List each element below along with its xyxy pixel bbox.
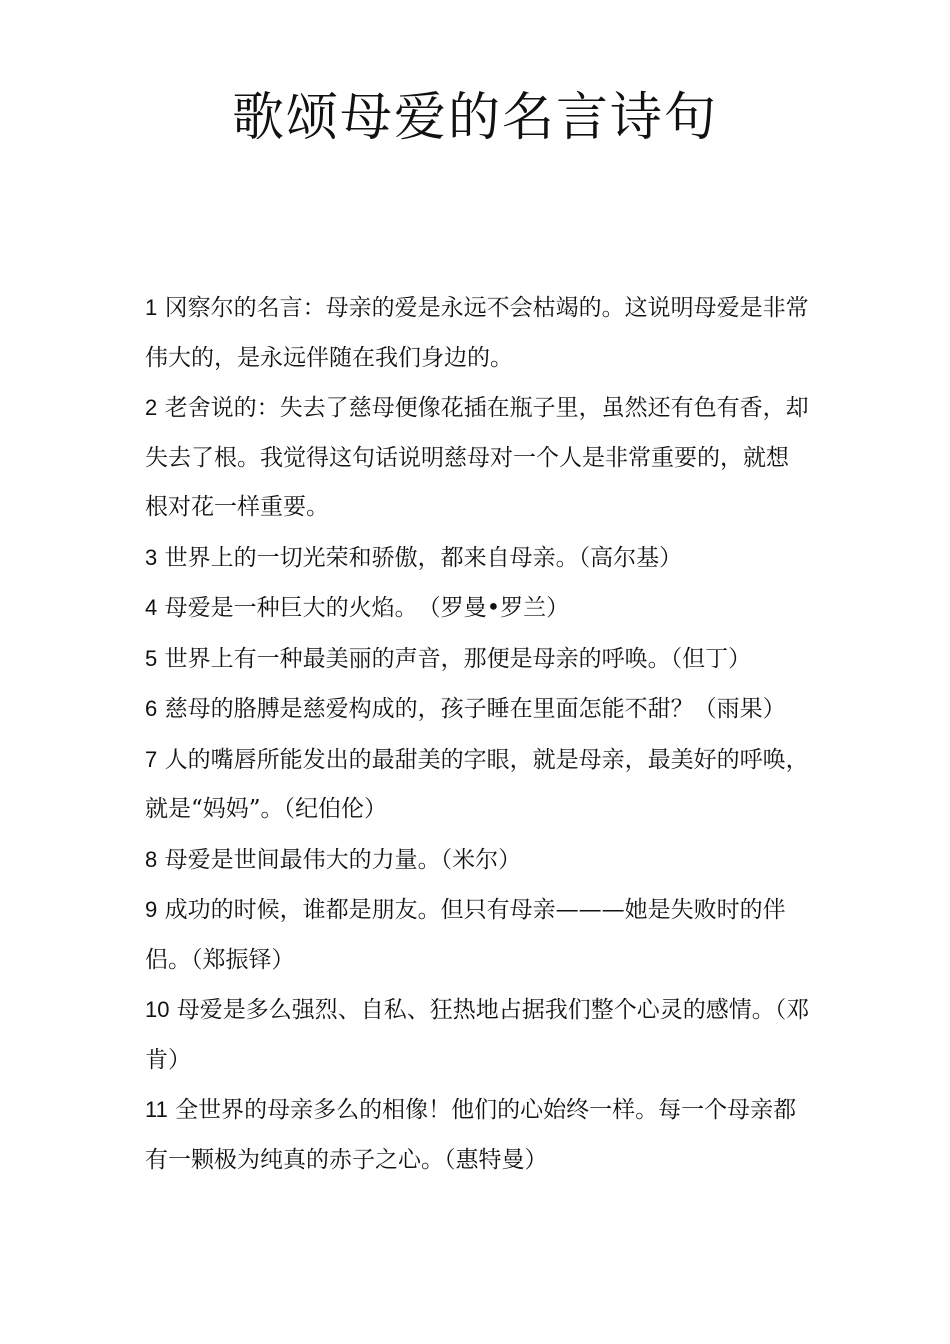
quote-text: 慈母的胳膊是慈爱构成的，孩子睡在里面怎能不甜？（雨果） xyxy=(164,696,786,722)
quote-number: 6 xyxy=(145,696,158,721)
quote-item-10 xyxy=(145,985,810,1085)
quote-number: 9 xyxy=(145,897,158,922)
quote-item-3 xyxy=(145,533,810,584)
quote-text: 世界上有一种最美丽的声音，那便是母亲的呼唤。（但丁） xyxy=(164,645,752,672)
quote-item-9 xyxy=(145,885,810,985)
quote-item-2 xyxy=(145,383,810,533)
quote-list xyxy=(145,283,810,1185)
quote-number: 7 xyxy=(145,746,158,772)
quote-text: 人的嘴唇所能发出的最甜美的字眼，就是母亲，最美好的呼唤，就是“妈妈”。（纪伯伦） xyxy=(145,746,809,822)
quote-text: 母爱是世间最伟大的力量。（米尔） xyxy=(164,846,522,873)
quote-number: 5 xyxy=(145,645,158,671)
quote-number: 1 xyxy=(145,295,158,320)
quote-text: 母爱是多么强烈、自私、狂热地占据我们整个心灵的感情。（邓肯） xyxy=(145,997,810,1073)
quote-number: 4 xyxy=(145,595,158,620)
quote-text: 全世界的母亲多么的相像！他们的心始终一样。每一个母亲都有一颗极为纯真的赤子之心。（惠特曼） xyxy=(145,1097,797,1173)
quote-text: 冈察尔的名言：母亲的爱是永远不会枯竭的。这说明母爱是非常伟大的，是永远伴随在我们身边的。 xyxy=(145,295,809,371)
quote-text: 成功的时候，谁都是朋友。但只有母亲———她是失败时的伴侣。（郑振铎） xyxy=(145,897,786,973)
quote-item-8 xyxy=(145,835,810,886)
quote-text: 老舍说的：失去了慈母便像花插在瓶子里，虽然还有色有香，却失去了根。我觉得这句话说明慈母对一个人是非常重要的，就想根对花一样重要。 xyxy=(145,395,809,520)
quote-number: 8 xyxy=(145,846,158,872)
quote-item-6 xyxy=(145,684,810,735)
quote-text: 世界上的一切光荣和骄傲，都来自母亲。（高尔基） xyxy=(164,544,683,571)
quote-number: 11 xyxy=(145,1097,168,1122)
quote-text: 母爱是一种巨大的火焰。 （罗曼•罗兰） xyxy=(164,595,570,621)
quote-item-11 xyxy=(145,1085,810,1185)
page-title: 歌颂母爱的名言诗句 xyxy=(231,88,718,148)
quote-item-7 xyxy=(145,735,810,835)
quote-item-4 xyxy=(145,583,810,634)
quote-number: 2 xyxy=(145,395,158,420)
quote-number: 10 xyxy=(145,997,170,1022)
quote-item-5 xyxy=(145,634,810,685)
quote-number: 3 xyxy=(145,544,158,570)
quote-item-1 xyxy=(145,283,810,383)
